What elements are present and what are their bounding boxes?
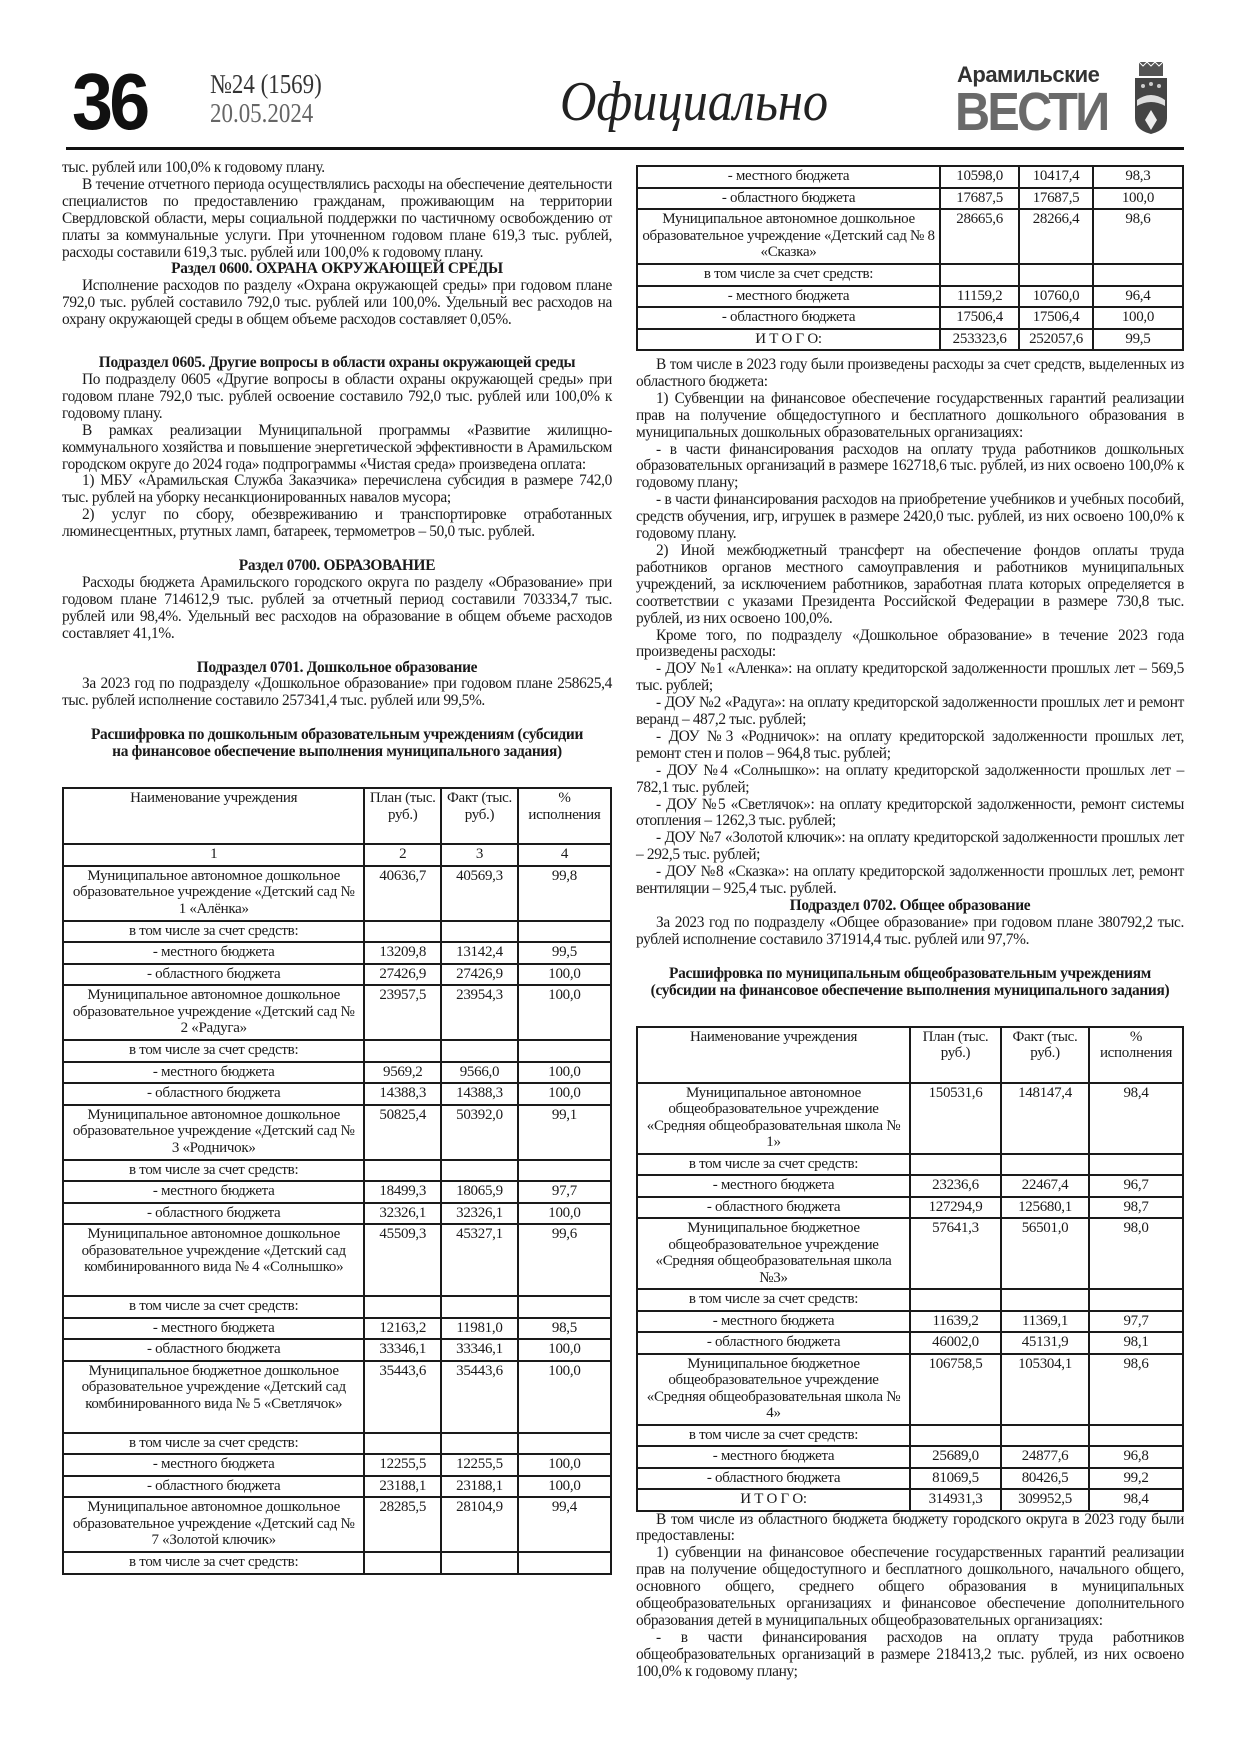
subsection-heading-0605: Подраздел 0605. Другие вопросы в области охраны окружающей среды xyxy=(98,354,576,372)
cell-name: Муниципальное автономное дошкольное образовательное учреждение «Детский сад № 7 «Золотой ключик» xyxy=(63,1497,364,1552)
school-table-body xyxy=(637,1083,1183,1511)
cell-name: в том числе за счет средств: xyxy=(63,921,364,943)
cell-plan: 23957,5 xyxy=(364,985,441,1040)
paragraph: В рамках реализации Муниципальной программы «Развитие жилищно-коммунального хозяйства и повышение энергетической эффективности в Арамильском городском округе до 2024 года» подпрограммы «Чистая среда» произведена оплата: xyxy=(62,421,612,473)
cell-name: Муниципальное автономное дошкольное образовательное учреждение «Детский сад № 8 «Сказка» xyxy=(637,209,940,264)
cell-pct: 97,7 xyxy=(1089,1311,1183,1333)
cell-plan: 10598,0 xyxy=(940,166,1019,188)
table-row xyxy=(637,1332,1183,1354)
cell-name: - местного бюджета xyxy=(637,1311,910,1333)
cell-name: - областного бюджета xyxy=(637,188,940,210)
cell-fact xyxy=(441,1296,518,1318)
paragraph: - ДОУ №2 «Радуга»: на оплату кредиторской задолженности прошлых лет и ремонт веранд – 487,2 тыс. рублей; xyxy=(636,694,1184,729)
table-row xyxy=(637,166,1183,188)
cell-plan: 35443,6 xyxy=(364,1361,441,1433)
cell-plan: 28665,6 xyxy=(940,209,1019,264)
paragraph: За 2023 год по подразделу «Общее образование» при годовом плане 380792,2 тыс. рублей исполнение составило 371914,4 тыс. рублей или 97,7%. xyxy=(636,913,1184,948)
paragraph: В том числе из областного бюджета бюджету городского округа в 2023 году были предоставлены: xyxy=(636,1510,1184,1545)
cell-fact: 23188,1 xyxy=(441,1476,518,1498)
cell-pct xyxy=(1089,1289,1183,1311)
paragraph: Кроме того, по подразделу «Дошкольное образование» в течение 2023 года произведены расходы: xyxy=(636,626,1184,661)
school-table xyxy=(636,1026,1184,1512)
cell-fact xyxy=(441,1433,518,1455)
column-header-plan: План (тыс. руб.) xyxy=(364,788,441,844)
table-title: Расшифровка по муниципальным общеобразовательным учреждениям (субсидии на финансовое обеспечение выполнения муниципального задания) xyxy=(650,964,1170,999)
column-header-name: Наименование учреждения xyxy=(63,788,364,844)
cell-pct: 96,4 xyxy=(1093,286,1183,308)
cell-name: - областного бюджета xyxy=(637,307,940,329)
paragraph: - ДОУ №5 «Светлячок»: на оплату кредиторской задолженности, ремонт системы отопления – 1262,3 тыс. рублей; xyxy=(636,795,1184,830)
paragraph: - ДОУ №3 «Родничок»: на оплату кредиторской задолженности прошлых лет, ремонт стен и полов – 964,8 тыс. рублей; xyxy=(636,727,1184,762)
cell-fact: 35443,6 xyxy=(441,1361,518,1433)
cell-fact: 24877,6 xyxy=(1001,1446,1089,1468)
cell-pct: 98,6 xyxy=(1093,209,1183,264)
cell-plan: 25689,0 xyxy=(910,1446,1001,1468)
cell-pct: 98,1 xyxy=(1089,1332,1183,1354)
cell-plan: 40636,7 xyxy=(364,866,441,921)
cell-name: - областного бюджета xyxy=(637,1468,910,1490)
issue-info xyxy=(210,70,322,128)
cell-name: - местного бюджета xyxy=(637,166,940,188)
table-row xyxy=(63,1361,611,1433)
cell-fact: 28266,4 xyxy=(1019,209,1093,264)
cell-plan xyxy=(364,1160,441,1182)
cell-fact: 252057,6 xyxy=(1019,329,1093,351)
cell-plan: 150531,6 xyxy=(910,1083,1001,1154)
cell-pct xyxy=(518,1433,611,1455)
cell-fact: 28104,9 xyxy=(441,1497,518,1552)
preschool-table xyxy=(62,787,612,1575)
table-row xyxy=(63,1181,611,1203)
section-heading-0700: Раздел 0700. ОБРАЗОВАНИЕ xyxy=(238,557,436,575)
cell-fact: 80426,5 xyxy=(1001,1468,1089,1490)
cell-name: в том числе за счет средств: xyxy=(63,1040,364,1062)
column-number: 1 xyxy=(63,844,364,866)
cell-fact: 45131,9 xyxy=(1001,1332,1089,1354)
cell-plan: 253323,6 xyxy=(940,329,1019,351)
cell-pct: 99,5 xyxy=(1093,329,1183,351)
cell-name: Муниципальное бюджетное дошкольное образовательное учреждение «Детский сад комбинированного вида № 5 «Светлячок» xyxy=(63,1361,364,1433)
table-row xyxy=(637,1289,1183,1311)
cell-pct xyxy=(518,1296,611,1318)
cell-fact: 11369,1 xyxy=(1001,1311,1089,1333)
cell-pct: 100,0 xyxy=(518,1476,611,1498)
table-row xyxy=(63,1224,611,1296)
table-row xyxy=(63,866,611,921)
column-number: 2 xyxy=(364,844,441,866)
cell-plan xyxy=(364,1040,441,1062)
cell-pct: 96,8 xyxy=(1089,1446,1183,1468)
cell-name: в том числе за счет средств: xyxy=(63,1160,364,1182)
cell-plan: 23188,1 xyxy=(364,1476,441,1498)
cell-pct xyxy=(518,921,611,943)
cell-fact: 13142,4 xyxy=(441,942,518,964)
cell-name: в том числе за счет средств: xyxy=(637,1289,910,1311)
cell-pct: 100,0 xyxy=(518,1203,611,1225)
cell-name: - областного бюджета xyxy=(63,1476,364,1498)
table-row xyxy=(63,1160,611,1182)
cell-plan: 23236,6 xyxy=(910,1175,1001,1197)
cell-fact: 148147,4 xyxy=(1001,1083,1089,1154)
cell-fact: 10760,0 xyxy=(1019,286,1093,308)
cell-pct xyxy=(518,1160,611,1182)
paragraph: - в части финансирования расходов на оплату труда работников общеобразовательных организаций в размере 218413,2 тыс. рублей, из них освоено 100,0% к годовому плану; xyxy=(636,1628,1184,1680)
cell-pct xyxy=(1093,264,1183,286)
cell-plan xyxy=(910,1425,1001,1447)
cell-plan: 127294,9 xyxy=(910,1197,1001,1219)
paragraph: - в части финансирования расходов на оплату труда работников дошкольных образовательных организаций в размере 162718,6 тыс. рублей, из них освоено 100,0% к годовому плану; xyxy=(636,440,1184,492)
cell-pct: 99,5 xyxy=(518,942,611,964)
cell-name: в том числе за счет средств: xyxy=(63,1433,364,1455)
paragraph: 1) МБУ «Арамильская Служба Заказчика» перечислена субсидия в размере 742,0 тыс. рублей на уборку несанкционированных навалов мусора; xyxy=(62,472,612,507)
cell-fact: 12255,5 xyxy=(441,1454,518,1476)
cell-fact xyxy=(441,1552,518,1574)
paragraph: 1) субвенции на финансовое обеспечение государственных гарантий реализации прав на получение общедоступного и бесплатного дошкольного, начального общего, основного общего, среднего общего образования в муниципальных общеобразовательных организациях и финансовое обеспечение дополнительного образования детей в муниципальных общеобразовательных организациях: xyxy=(636,1544,1184,1629)
cell-pct: 96,7 xyxy=(1089,1175,1183,1197)
cell-plan: 9569,2 xyxy=(364,1062,441,1084)
cell-pct: 100,0 xyxy=(518,964,611,986)
cell-plan: 18499,3 xyxy=(364,1181,441,1203)
cell-fact xyxy=(441,921,518,943)
cell-plan: 11159,2 xyxy=(940,286,1019,308)
column-number: 4 xyxy=(518,844,611,866)
logo-main-text: ВЕСТИ xyxy=(955,82,1108,142)
page-number: 36 xyxy=(72,57,147,146)
paragraph: тыс. рублей или 100,0% к годовому плану. xyxy=(62,159,325,176)
cell-fact: 33346,1 xyxy=(441,1339,518,1361)
cell-pct: 98,6 xyxy=(1089,1354,1183,1425)
cell-fact: 11981,0 xyxy=(441,1318,518,1340)
table-row xyxy=(63,1083,611,1105)
cell-pct: 99,4 xyxy=(518,1497,611,1552)
cell-name: - областного бюджета xyxy=(637,1197,910,1219)
column-header-plan: План (тыс. руб.) xyxy=(910,1027,1001,1083)
cell-plan: 50825,4 xyxy=(364,1105,441,1160)
table-row xyxy=(637,264,1183,286)
issue-date: 20.05.2024 xyxy=(210,98,314,128)
cell-fact: 17687,5 xyxy=(1019,188,1093,210)
cell-pct: 98,4 xyxy=(1089,1083,1183,1154)
cell-name: в том числе за счет средств: xyxy=(637,1154,910,1176)
cell-plan: 46002,0 xyxy=(910,1332,1001,1354)
table-row xyxy=(637,286,1183,308)
cell-name: - областного бюджета xyxy=(637,1332,910,1354)
cell-pct: 98,5 xyxy=(518,1318,611,1340)
cell-name: - местного бюджета xyxy=(63,1318,364,1340)
table-row xyxy=(63,1318,611,1340)
paragraph: 2) услуг по сбору, обезвреживанию и транспортировке отработанных люминесцентных, ртутных ламп, батареек, термометров – 50,0 тыс. рублей. xyxy=(62,506,612,541)
cell-plan: 314931,3 xyxy=(910,1489,1001,1511)
cell-plan: 106758,5 xyxy=(910,1354,1001,1425)
cell-pct: 99,8 xyxy=(518,866,611,921)
cell-pct: 100,0 xyxy=(1093,188,1183,210)
cell-plan xyxy=(910,1289,1001,1311)
table-row xyxy=(637,1197,1183,1219)
cell-name: в том числе за счет средств: xyxy=(637,264,940,286)
cell-fact: 32326,1 xyxy=(441,1203,518,1225)
cell-pct: 98,0 xyxy=(1089,1218,1183,1289)
cell-fact: 105304,1 xyxy=(1001,1354,1089,1425)
cell-name: в том числе за счет средств: xyxy=(63,1296,364,1318)
cell-name: - областного бюджета xyxy=(63,1203,364,1225)
cell-plan: 45509,3 xyxy=(364,1224,441,1296)
cell-pct: 98,3 xyxy=(1093,166,1183,188)
cell-plan xyxy=(910,1154,1001,1176)
paragraph: - ДОУ №4 «Солнышко»: на оплату кредиторской задолженности прошлых лет – 782,1 тыс. рублей; xyxy=(636,761,1184,796)
section-heading-0600: Раздел 0600. ОХРАНА ОКРУЖАЮЩЕЙ СРЕДЫ xyxy=(171,260,503,278)
cell-pct: 100,0 xyxy=(518,1083,611,1105)
cell-plan xyxy=(364,1433,441,1455)
issue-number: №24 (1569) xyxy=(210,69,322,99)
cell-plan xyxy=(364,1296,441,1318)
cell-fact: 9566,0 xyxy=(441,1062,518,1084)
paragraph: - ДОУ №7 «Золотой ключик»: на оплату кредиторской задолженности прошлых лет – 292,5 тыс. рублей; xyxy=(636,829,1184,864)
cell-fact: 23954,3 xyxy=(441,985,518,1040)
cell-fact: 17506,4 xyxy=(1019,307,1093,329)
preschool-table-body xyxy=(63,866,611,1574)
table-row xyxy=(63,1433,611,1455)
cell-plan: 13209,8 xyxy=(364,942,441,964)
cell-plan: 12163,2 xyxy=(364,1318,441,1340)
cell-name: Муниципальное автономное дошкольное образовательное учреждение «Детский сад № 1 «Алёнка» xyxy=(63,866,364,921)
cell-plan: 11639,2 xyxy=(910,1311,1001,1333)
cell-name: - местного бюджета xyxy=(63,942,364,964)
cell-name: Муниципальное бюджетное общеобразовательное учреждение «Средняя общеобразовательная школа № 4» xyxy=(637,1354,910,1425)
table-row xyxy=(63,1497,611,1552)
cell-name: Муниципальное бюджетное общеобразовательное учреждение «Средняя общеобразовательная школа №3» xyxy=(637,1218,910,1289)
table-row xyxy=(637,1218,1183,1289)
cell-pct xyxy=(1089,1425,1183,1447)
cell-fact: 10417,4 xyxy=(1019,166,1093,188)
cell-plan xyxy=(940,264,1019,286)
paragraph: Исполнение расходов по разделу «Охрана окружающей среды» при годовом плане 792,0 тыс. рублей составило 792,0 тыс. рублей или 100,0%. Удельный вес расходов на охрану окружающей среды в общем объеме расходов составляет 0,05%. xyxy=(62,277,612,329)
cell-name: Муниципальное автономное дошкольное образовательное учреждение «Детский сад № 2 «Радуга» xyxy=(63,985,364,1040)
cell-pct: 100,0 xyxy=(518,1062,611,1084)
cell-fact xyxy=(441,1040,518,1062)
paragraph: По подразделу 0605 «Другие вопросы в области охраны окружающей среды» при годовом плане 792,0 тыс. рублей освоение составило 792,0 тыс. рублей или 100,0% к годовому плану. xyxy=(62,370,612,422)
cell-pct: 97,7 xyxy=(518,1181,611,1203)
table-row xyxy=(63,1552,611,1574)
cell-fact: 27426,9 xyxy=(441,964,518,986)
cell-pct: 100,0 xyxy=(518,1361,611,1433)
table-row xyxy=(63,1339,611,1361)
table-title: Расшифровка по дошкольным образовательным учреждениям (субсидии на финансовое обеспечение выполнения муниципального задания) xyxy=(90,726,584,761)
cell-fact: 45327,1 xyxy=(441,1224,518,1296)
cell-name: - местного бюджета xyxy=(637,1446,910,1468)
paragraph: За 2023 год по подразделу «Дошкольное образование» при годовом плане 258625,4 тыс. рублей исполнение составило 257341,4 тыс. рублей или 99,5%. xyxy=(62,675,612,710)
cell-plan: 33346,1 xyxy=(364,1339,441,1361)
cell-pct xyxy=(518,1040,611,1062)
cell-pct: 100,0 xyxy=(1093,307,1183,329)
cell-plan: 81069,5 xyxy=(910,1468,1001,1490)
table-row xyxy=(637,1354,1183,1425)
cell-name: - областного бюджета xyxy=(63,1339,364,1361)
cell-plan: 27426,9 xyxy=(364,964,441,986)
cell-pct xyxy=(518,1552,611,1574)
left-column xyxy=(62,160,612,1575)
cell-pct: 100,0 xyxy=(518,1454,611,1476)
column-header-fact: Факт (тыс. руб.) xyxy=(1001,1027,1089,1083)
table-row xyxy=(63,921,611,943)
subsection-heading-0702: Подраздел 0702. Общее образование xyxy=(789,897,1031,914)
cell-fact: 56501,0 xyxy=(1001,1218,1089,1289)
preschool-table-continued xyxy=(636,165,1184,351)
logo-top-text: Арамильские xyxy=(957,62,1100,87)
table-row xyxy=(637,1175,1183,1197)
cell-name: - местного бюджета xyxy=(63,1454,364,1476)
cell-name: - местного бюджета xyxy=(637,1175,910,1197)
cell-pct xyxy=(1089,1154,1183,1176)
cell-name: - местного бюджета xyxy=(63,1181,364,1203)
cell-pct: 100,0 xyxy=(518,1339,611,1361)
table-row xyxy=(637,1468,1183,1490)
cell-fact: 125680,1 xyxy=(1001,1197,1089,1219)
cell-name: - местного бюджета xyxy=(637,286,940,308)
cell-pct: 98,7 xyxy=(1089,1197,1183,1219)
table-row xyxy=(63,1203,611,1225)
cell-fact xyxy=(441,1160,518,1182)
cell-name: Муниципальное автономное дошкольное образовательное учреждение «Детский сад комбинированного вида № 4 «Солнышко» xyxy=(63,1224,364,1296)
table-total-row xyxy=(637,329,1183,351)
paragraph: В том числе в 2023 году были произведены расходы за счет средств, выделенных из областного бюджета: xyxy=(636,356,1184,390)
cell-fact: 18065,9 xyxy=(441,1181,518,1203)
cell-fact xyxy=(1001,1154,1089,1176)
paragraph: Расходы бюджета Арамильского городского округа по разделу «Образование» при годовом плане 714612,9 тыс. рублей за отчетный период составили 703334,7 тыс. рублей или 98,4%. Удельный вес расходов на образование в общем объеме расходов составляет 41,1%. xyxy=(62,573,612,642)
table-row xyxy=(637,1083,1183,1154)
table-total-row xyxy=(637,1489,1183,1511)
table-row xyxy=(637,1446,1183,1468)
column-header-fact: Факт (тыс. руб.) xyxy=(441,788,518,844)
cell-pct: 99,2 xyxy=(1089,1468,1183,1490)
rubric-title: Официально xyxy=(560,71,829,133)
paragraph: - ДОУ №8 «Сказка»: на оплату кредиторской задолженности прошлых лет, ремонт вентиляции – 925,4 тыс. рублей. xyxy=(636,863,1184,898)
subsection-heading-0701: Подраздел 0701. Дошкольное образование xyxy=(196,658,478,676)
cell-pct: 99,6 xyxy=(518,1224,611,1296)
table-row xyxy=(63,1062,611,1084)
cell-plan: 17506,4 xyxy=(940,307,1019,329)
cell-plan: 57641,3 xyxy=(910,1218,1001,1289)
right-column xyxy=(636,165,1184,1681)
column-header-pct: % исполнения xyxy=(518,788,611,844)
table-row xyxy=(637,1311,1183,1333)
column-header-name: Наименование учреждения xyxy=(637,1027,910,1083)
table-row xyxy=(63,1040,611,1062)
table-row xyxy=(63,1454,611,1476)
table-row xyxy=(63,1296,611,1318)
coat-of-arms-icon xyxy=(1133,60,1169,136)
cell-plan: 32326,1 xyxy=(364,1203,441,1225)
table-row xyxy=(63,942,611,964)
table-row xyxy=(63,1105,611,1160)
cell-name: И Т О Г О: xyxy=(637,1489,910,1511)
cell-plan xyxy=(364,921,441,943)
table-row xyxy=(637,307,1183,329)
cell-pct: 98,4 xyxy=(1089,1489,1183,1511)
cell-pct: 100,0 xyxy=(518,985,611,1040)
cell-fact: 309952,5 xyxy=(1001,1489,1089,1511)
table-row xyxy=(63,964,611,986)
cell-fact xyxy=(1019,264,1093,286)
newspaper-logo xyxy=(955,62,1125,142)
cell-plan: 14388,3 xyxy=(364,1083,441,1105)
paragraph: - ДОУ №1 «Аленка»: на оплату кредиторской задолженности прошлых лет – 569,5 тыс. рублей; xyxy=(636,660,1184,695)
cell-fact xyxy=(1001,1289,1089,1311)
cell-name: Муниципальное автономное дошкольное образовательное учреждение «Детский сад № 3 «Родничок» xyxy=(63,1105,364,1160)
column-number: 3 xyxy=(441,844,518,866)
header-rule xyxy=(66,147,1184,150)
cell-plan xyxy=(364,1552,441,1574)
cell-fact: 40569,3 xyxy=(441,866,518,921)
cell-fact: 50392,0 xyxy=(441,1105,518,1160)
cell-plan: 17687,5 xyxy=(940,188,1019,210)
cell-name: И Т О Г О: xyxy=(637,329,940,351)
table-row xyxy=(63,1476,611,1498)
cell-name: в том числе за счет средств: xyxy=(637,1425,910,1447)
cell-fact xyxy=(1001,1425,1089,1447)
preschool-table-continued-body xyxy=(637,166,1183,350)
cell-name: - местного бюджета xyxy=(63,1062,364,1084)
cell-name: Муниципальное автономное общеобразовательное учреждение «Средняя общеобразовательная школа № 1» xyxy=(637,1083,910,1154)
cell-name: - областного бюджета xyxy=(63,1083,364,1105)
paragraph: 2) Иной межбюджетный трансферт на обеспечение фондов оплаты труда работников органов местного самоуправления и работников муниципальных учреждений, за исключением работников, заработная плата которых определяется в соответствии с указами Президента Российской Федерации в размере 730,8 тыс. рублей, из них освоено 100,0%. xyxy=(636,541,1184,627)
table-row xyxy=(63,985,611,1040)
cell-plan: 28285,5 xyxy=(364,1497,441,1552)
paragraph: В течение отчетного периода осуществлялись расходы на обеспечение деятельности специалистов по предоставлению гражданам, проживающим на территории Свердловской области, меры социальной поддержки по частичному освобождению от платы за коммунальные услуги. При уточненном годовом плане 619,3 тыс. рублей, расходы составили 619,3 тыс. рублей или 100,0% к годовому плану. xyxy=(62,175,612,261)
paragraph: - в части финансирования расходов на приобретение учебников и учебных пособий, средств обучения, игр, игрушек в размере 2420,0 тыс. рублей, из них освоено 100,0% к годовому плану. xyxy=(636,491,1184,543)
cell-plan: 12255,5 xyxy=(364,1454,441,1476)
page-header xyxy=(0,0,1241,150)
cell-fact: 22467,4 xyxy=(1001,1175,1089,1197)
paragraph: 1) Субвенции на финансовое обеспечение государственных гарантий реализации прав на получение общедоступного и бесплатного дошкольного образования в муниципальных дошкольных образовательных организациях: xyxy=(636,389,1184,441)
cell-name: - областного бюджета xyxy=(63,964,364,986)
table-row xyxy=(637,1425,1183,1447)
cell-pct: 99,1 xyxy=(518,1105,611,1160)
cell-fact: 14388,3 xyxy=(441,1083,518,1105)
column-header-pct: % исполнения xyxy=(1089,1027,1183,1083)
table-row xyxy=(637,209,1183,264)
table-row xyxy=(637,1154,1183,1176)
table-row xyxy=(637,188,1183,210)
cell-name: в том числе за счет средств: xyxy=(63,1552,364,1574)
